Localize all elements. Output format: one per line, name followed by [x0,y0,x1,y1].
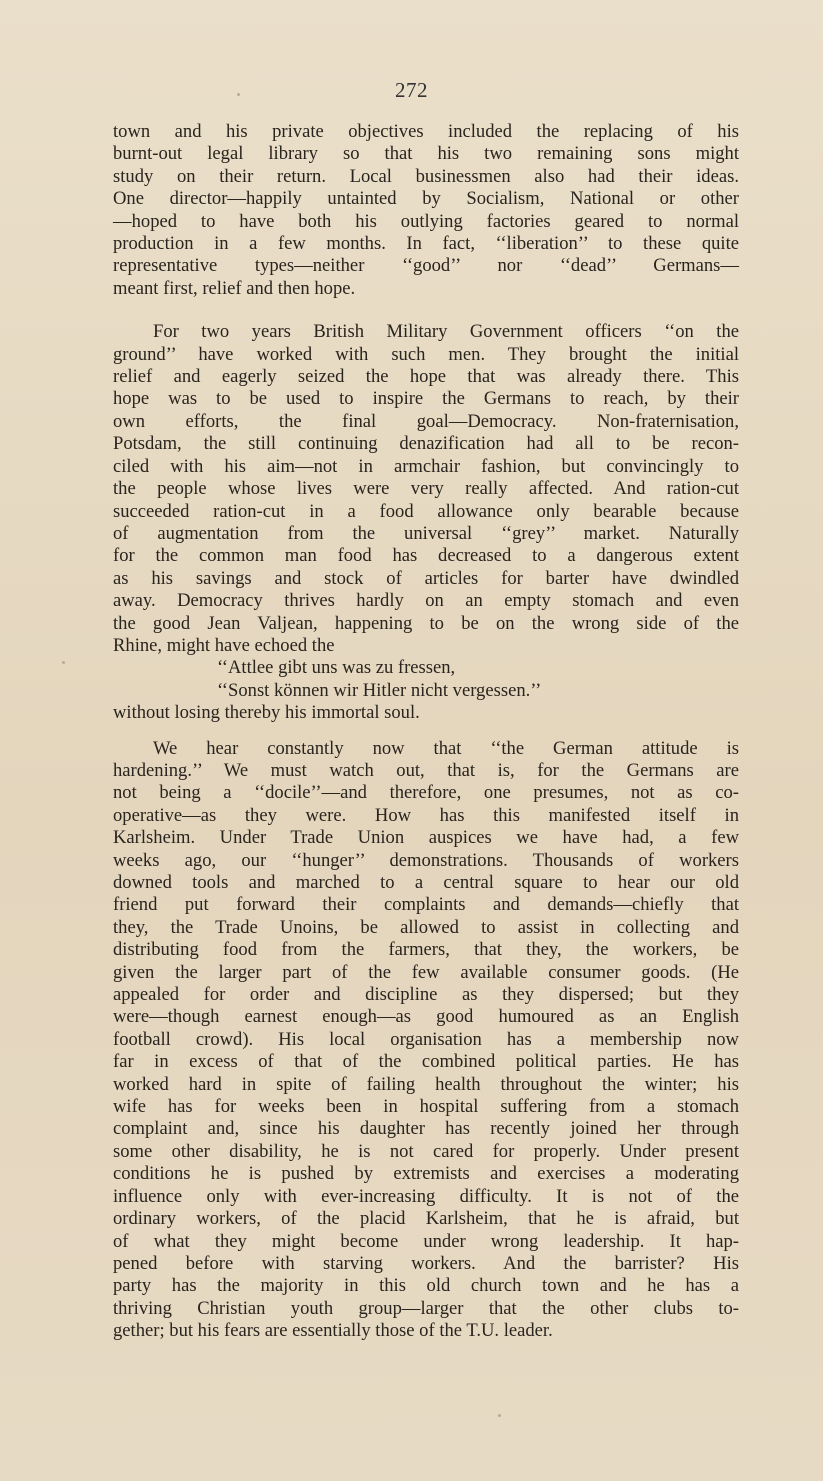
text-line: Rhine, might have echoed the [113,634,335,656]
text-line: production in a few months. In fact, ‘‘liberation’’ to these quite [113,233,739,255]
text-line: distributing food from the farmers, that they, the workers, be [113,939,739,961]
text-line: hope was to be used to inspire the Germans to reach, by their [113,388,739,410]
text-line: the good Jean Valjean, happening to be on the wrong side of the [113,612,739,634]
text-line: —hoped to have both his outlying factories geared to normal [113,210,739,232]
text-line: gether; but his fears are essentially those of the T.U. leader. [113,1320,553,1342]
text-line: for the common man food has decreased to a dangerous extent [113,545,739,567]
verse-quote [113,657,739,702]
text-line: Karlsheim. Under Trade Union auspices we have had, a few [113,827,739,849]
text-line: Potsdam, the still continuing denazification had all to be recon- [113,433,739,455]
text-line: far in excess of that of the combined political parties. He has [113,1051,739,1073]
text-line: they, the Trade Unoins, be allowed to assist in collecting and [113,916,739,938]
text-line: ciled with his aim—not in armchair fashion, but convincingly to [113,455,739,477]
verse-line: ‘‘Sonst können wir Hitler nicht vergessen.’’ [217,679,542,701]
text-line: worked hard in spite of failing health throughout the winter; his [113,1073,739,1095]
text-line: weeks ago, our ‘‘hunger’’ demonstrations. Thousands of workers [113,849,739,871]
paper-speck [498,1414,501,1417]
text-line: town and his private objectives included the replacing of his [113,121,739,142]
text-line: influence only with ever-increasing difficulty. It is not of the [113,1185,739,1207]
page-number: 272 [395,78,428,102]
paper-speck [62,661,65,664]
text-line: party has the majority in this old church town and he has a [113,1275,739,1297]
text-line: the people whose lives were very really affected. And ration-cut [113,478,739,500]
text-line: relief and eagerly seized the hope that was already there. This [113,366,739,388]
text-line: friend put forward their complaints and demands—chiefly that [113,894,739,916]
text-line: representative types—neither ‘‘good’’ nor ‘‘dead’’ Germans— [113,255,739,277]
text-line: meant first, relief and then hope. [113,277,356,299]
text-line: succeeded ration-cut in a food allowance only bearable because [113,500,739,522]
text-line: hardening.’’ We must watch out, that is, for the Germans are [113,759,739,781]
text-line: downed tools and marched to a central square to hear our old [113,872,739,893]
text-line: wife has for weeks been in hospital suffering from a stomach [113,1096,739,1118]
text-line: appealed for order and discipline as they dispersed; but they [113,984,739,1006]
body-text [113,121,739,1343]
text-line: conditions he is pushed by extremists and exercises a moderating [113,1163,739,1185]
text-line: thriving Christian youth group—larger that the other clubs to- [113,1297,739,1319]
text-line: some other disability, he is not cared for properly. Under present [113,1140,739,1162]
text-line: For two years British Military Government officers ‘‘on the [153,321,739,343]
text-line: pened before with starving workers. And the barrister? His [113,1252,739,1274]
text-line: as his savings and stock of articles for barter have dwindled [113,567,739,589]
text-line: burnt-out legal library so that his two remaining sons might [113,143,739,165]
text-line: away. Democracy thrives hardly on an empty stomach and even [113,590,739,612]
text-line: complaint and, since his daughter has recently joined her through [113,1118,739,1140]
text-line: given the larger part of the few available consumer goods. (He [113,961,739,983]
text-line: of augmentation from the universal ‘‘grey’’ market. Naturally [113,522,739,544]
text-line: not being a ‘‘docile’’—and therefore, one presumes, not as co- [113,782,739,804]
text-line: ground’’ have worked with such men. They brought the initial [113,343,739,365]
text-line: football crowd). His local organisation has a membership now [113,1028,739,1050]
text-line: ordinary workers, of the placid Karlsheim, that he is afraid, but [113,1208,739,1230]
text-line: were—though earnest enough—as good humoured as an English [113,1006,739,1028]
paragraph [113,121,739,300]
text-line: without losing thereby his immortal soul. [113,702,420,724]
text-line: operative—as they were. How has this manifested itself in [113,804,739,826]
text-line: We hear constantly now that ‘‘the German attitude is [153,737,739,759]
text-line: of what they might become under wrong leadership. It hap- [113,1230,739,1252]
paragraph [113,321,739,657]
paragraph [113,738,739,1343]
text-line: own efforts, the final goal—Democracy. Non-fraternisation, [113,410,739,432]
text-line: study on their return. Local businessmen also had their ideas. [113,165,739,187]
verse-line: ‘‘Attlee gibt uns was zu fressen, [217,657,456,679]
text-line: One director—happily untainted by Socialism, National or other [113,188,739,210]
